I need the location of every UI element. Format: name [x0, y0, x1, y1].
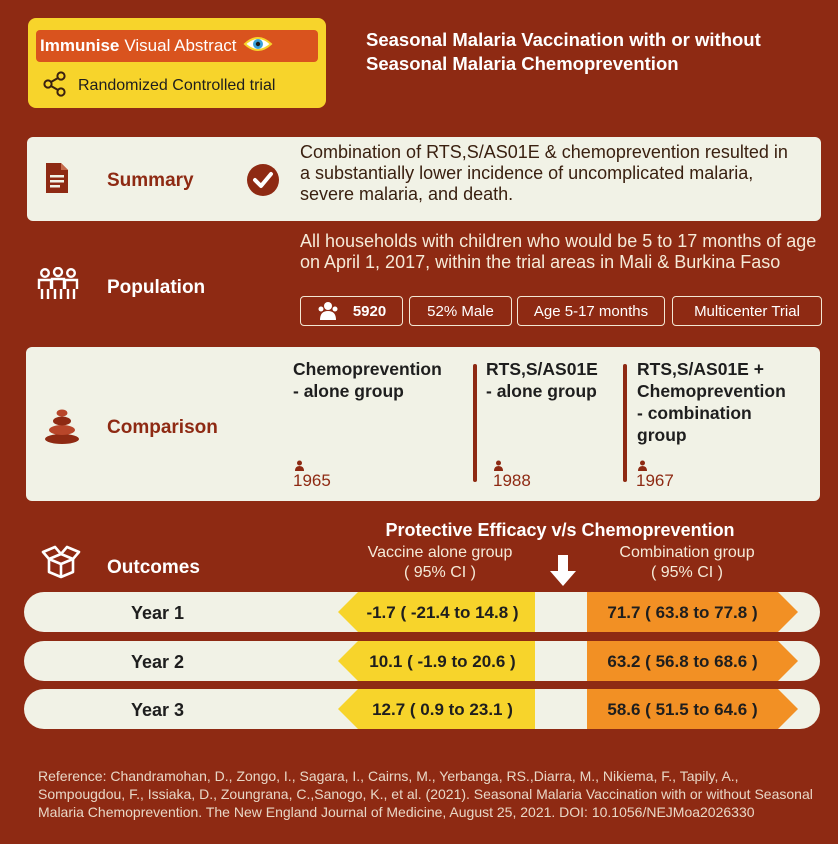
vaccine-value: -1.7 ( -21.4 to 14.8 ) [366, 603, 519, 622]
combination-header-text: Combination group [619, 544, 755, 561]
participant-count-badge [300, 296, 403, 326]
brand-bar [36, 30, 318, 62]
eye-icon [243, 34, 273, 59]
population-text: All households with children who would be 5 to 17 months of age on April 1, 2017, within the trial areas in Mali & Burkina Faso [300, 231, 817, 272]
summary-label: Summary [107, 170, 194, 191]
group-count: 1967 [636, 471, 674, 490]
group-title-line: - combination [637, 403, 752, 423]
study-type: Randomized Controlled trial [78, 77, 276, 94]
open-box-icon [41, 541, 81, 584]
study-type-row [42, 70, 322, 102]
brand-strong: Immunise [40, 36, 120, 55]
check-circle-icon [246, 163, 280, 202]
group-title-line: Chemoprevention [637, 381, 786, 401]
share-icon [42, 71, 68, 102]
group-combination [637, 358, 817, 446]
combination-column-header [587, 543, 787, 583]
group-vaccine [486, 358, 621, 402]
age-range-badge: Age 5-17 months [517, 296, 665, 326]
person-icon [317, 301, 339, 321]
divider [623, 364, 627, 482]
efficacy-title: Protective Efficacy v/s Chemoprevention [385, 520, 735, 540]
male-percent-badge: 52% Male [409, 296, 512, 326]
group-chemoprevention [293, 358, 473, 402]
vaccine-header-text: Vaccine alone group [367, 544, 513, 561]
population-label: Population [107, 277, 206, 298]
group-title-line: group [637, 425, 687, 445]
vaccine-value: 10.1 ( -1.9 to 20.6 ) [369, 652, 516, 671]
vaccine-column-header [340, 543, 540, 583]
trial-design-badge: Multicenter Trial [672, 296, 822, 326]
outcomes-label: Outcomes [107, 557, 200, 578]
group-title-line: - alone group [293, 381, 404, 401]
participant-count: 5920 [352, 302, 387, 320]
combination-value: 71.7 ( 63.8 to 77.8 ) [607, 603, 758, 622]
combination-ci-text: ( 95% CI ) [650, 564, 723, 581]
divider [473, 364, 477, 482]
year-label: Year 2 [131, 652, 185, 672]
reference-text: Reference: Chandramohan, D., Zongo, I., Sagara, I., Cairns, M., Yerbanga, RS.,Diarra, M., Nikiema, F., Tapily, A., Sompougdou, F., Issiaka, D., Zoungrana, C.,Sanogo, K., et al. (2021). Seasonal Malaria Vaccination with or without Seasonal Malaria Chemoprevention. The New England Journal of Medicine, August 25, 2021. DOI: 10.1056/NEJMoa2026330 [38, 768, 813, 820]
vaccine-ci-text: ( 95% CI ) [403, 564, 476, 581]
group-count: 1965 [293, 471, 331, 490]
brand-light: Visual Abstract [124, 36, 237, 55]
stones-icon [42, 405, 82, 450]
vaccine-value: 12.7 ( 0.9 to 23.1 ) [372, 700, 513, 719]
year-label: Year 1 [131, 603, 185, 623]
group-title-line: RTS,S/AS01E + [637, 359, 764, 379]
summary-text: Combination of RTS,S/AS01E & chemoprevention resulted in a substantially lower incidence of uncomplicated malaria, severe malaria, and death. [300, 142, 788, 204]
group-title-line: Chemoprevention [293, 359, 442, 379]
combination-value: 63.2 ( 56.8 to 68.6 ) [607, 652, 758, 671]
group-title-line: RTS,S/AS01E [486, 359, 598, 379]
group-title-line: - alone group [486, 381, 597, 401]
document-icon [44, 161, 70, 200]
people-icon [36, 267, 80, 306]
comparison-label: Comparison [107, 417, 218, 438]
year-label: Year 3 [131, 700, 185, 720]
combination-value: 58.6 ( 51.5 to 64.6 ) [607, 700, 758, 719]
page-title: Seasonal Malaria Vaccination with or without Seasonal Malaria Chemoprevention [366, 29, 761, 74]
group-count: 1988 [493, 471, 531, 490]
arrow-down-icon [548, 555, 578, 592]
